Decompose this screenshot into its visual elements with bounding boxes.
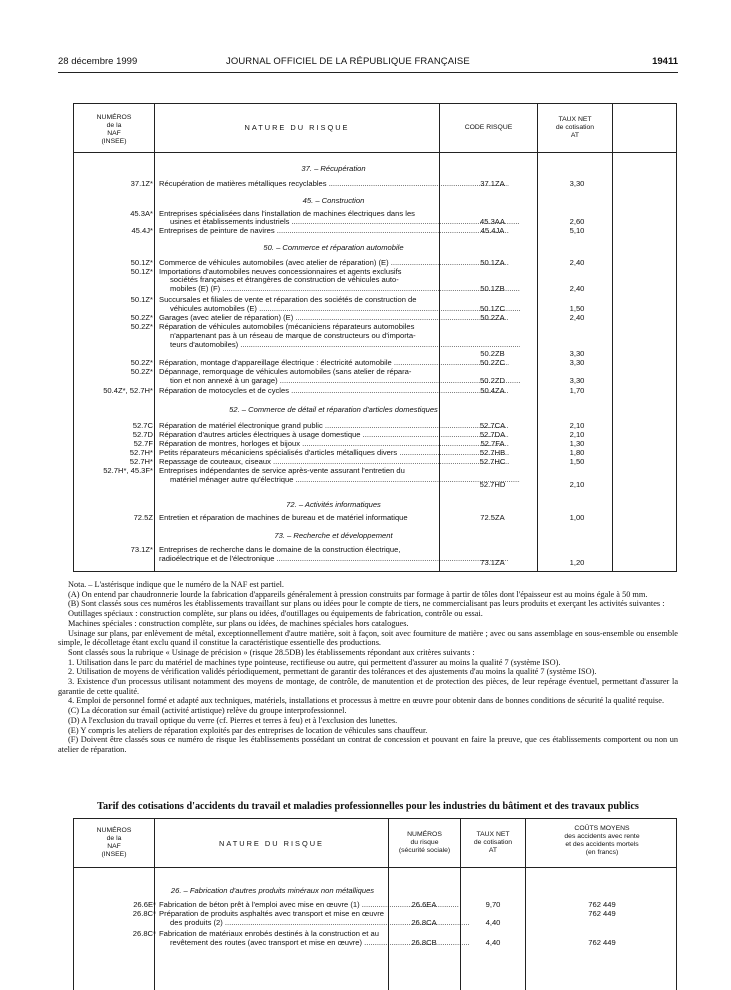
col-divider: [154, 104, 155, 571]
note-paragraph: Nota. – L'astérisque indique que le numéro de la NAF est partiel.: [68, 580, 285, 589]
col-header-num-risque: NUMÉROS du risque (sécurité sociale): [398, 831, 451, 854]
section-heading: 26. – Fabrication d'autres produits minéraux non métalliques: [170, 886, 375, 895]
risk-rate-table: NUMÉROS de la NAF (INSEE) NATURE DU RISQUE CODE RISQUE TAUX NET de cotisation AT 37. – Récupération 37.1Z* Récupération de matières métalliques recyclables ..... 37.1ZA 3,30 45. – Construction 45.3A* Entreprises spécialisées dans l'installation de machines électriques dans les usines et établissements industriels ..... 45.3AA 2,60 45.4J* Entreprises de peinture de navires ..... 45.4JA 5,10 50. – Commerce et réparation automobile 50.1Z* Commerce de véhicules automobiles (avec atelier de réparation) (E) ..... 50.1ZA 2,40 50.1Z* Importations d'automobiles neuves concessionnaires et agents exclusifs sociétés françaises et étrangères de construction de véhicules auto- mobiles (E) (F) ..... 50.1ZB 2,40 50.1Z* Succursales et filiales de vente et réparation des sociétés de construction de véhicules automobiles (E) ..... 50.1ZC 1,50 50.2Z* Garages (avec atelier de réparation) (E) ..... 50.2ZA 2,40 50.2Z* Réparation de véhicules automobiles (mécaniciens réparateurs automobiles n'appartenant pas à un réseau de marque de constructeurs ou d'importa- teurs d'automobiles) ..... 50.2ZB 3,30 50.2Z* Réparation, montage d'appareillage électrique : électricité automobile ..... 50.2ZC 3,30 50.2Z* Dépannage, remorquage de véhicules automobiles (sans atelier de répara- tion et non annexé à un garage) ..... 50.2ZD 3,30 50.4Z*, 52.7H* Réparation de motocycles et de cycles ..... 50.4ZA 1,70 52. – Commerce de détail et réparation d'articles domestiques 52.7C Réparation de matériel électronique grand public ..... 52.7CA 2,10 52.7D Réparation d'autres articles électriques à usage domestique ..... 52.7DA 2,10 52.7F Réparation de montres, horloges et bijoux ..... 52.7FA 1,30 52.7H* Petits réparateurs mécaniciens spécialisés d'articles métalliques divers ..... 52.7HB 1,80 52.7H* Repassage de couteaux, ciseaux ..... 52.7HC 1,50 52.7H*, 45.3F* Entreprises indépendantes de service après-vente assurant l'entretien du matériel ménager autre qu'électrique ..... 52.7HD 2,10 72. – Activités informatiques 72.5Z Entretien et réparation de machines de bureau et de matériel informatique 72.5ZA 1,00 73. – Recherche et développement 73.1Z* Entreprises de recherche dans le domaine de la construction électrique, radioélectrique et de l'électronique ..... 73.1ZA 1,20: [73, 103, 677, 572]
btp-rate-table: NUMÉROS de la NAF (INSEE) NATURE DU RISQUE NUMÉROS du risque (sécurité sociale) TAUX NET de cotisation AT COÛTS MOYENS des accidents avec rente et des accidents mortels (en francs) 26. – Fabrication d'autres produits minéraux non métalliques 26.6E* Fabrication de béton prêt à l'emploi avec mise en œuvre (1) ..... 26.6EA 9,70 762 449 26.8C* Préparation de produits asphaltés avec transport et mise en œuvre 762 449 des produits (2) ..... 26.8CA 4,40 26.8C* Fabrication de matériaux enrobés destinés à la construction et au revêtement des routes (avec transport et mise en œuvre) ..... 26.8CB 4,40 762 449: [73, 818, 677, 990]
col-header-taux: TAUX NET de cotisation AT: [555, 116, 595, 139]
note-paragraph: (D) A l'exclusion du travail optique du verre (cf. Pierres et terres à feu) et à l'exclusion des lunettes.: [68, 715, 398, 725]
section-title: Tarif des cotisations d'accidents du travail et maladies professionnelles pour les industries du bâtiment et des travaux publics: [97, 801, 639, 812]
section-heading: 52. – Commerce de détail et réparation d'articles domestiques: [229, 405, 438, 414]
col-header-code: CODE RISQUE: [464, 124, 513, 131]
note-paragraph: Sont classés sous la rubrique « Usinage de précision » (risque 28.5DB) les établissements répondant aux critères suivants :: [68, 647, 475, 657]
note-paragraph: Usinage sur plans, par enlèvement de métal, exceptionnellement d'autre matière, soit à façon, soit avec fourniture de matière ; avec ou sans assemblage en sous-ensemble ou ensemble simple, le décolletage étant exclu quand il constitue la caractéristique essentielle des productions.: [58, 628, 678, 648]
note-paragraph: (E) Y compris les ateliers de réparation exploités par des entreprises de location de véhicules sans chauffeur.: [68, 725, 428, 735]
section-heading: 50. – Commerce et réparation automobile: [263, 243, 404, 252]
note-paragraph: Machines spéciales : construction complète, sur plans ou idées, de machines spéciales hors catalogues.: [68, 618, 409, 628]
note-paragraph: (F) Doivent être classés sous ce numéro de risque les établissements possédant un contrat de concession et pouvant en faire la preuve, que ces établissements comportent ou non un atelier de réparation.: [58, 735, 678, 754]
header-journal-title: JOURNAL OFFICIEL DE LA RÉPUBLIQUE FRANÇAISE: [226, 56, 470, 67]
section-heading: 37. – Récupération: [301, 164, 366, 173]
section-heading: 45. – Construction: [302, 196, 365, 205]
note-paragraph: 4. Emploi de personnel formé et adapté aux techniques, matériels, installations et processus à mettre en œuvre pour obtenir dans de bonnes conditions de sécurité la qualité requise.: [68, 696, 665, 706]
col-header-nature: NATURE DU RISQUE: [219, 839, 324, 848]
col-header-nature: NATURE DU RISQUE: [244, 123, 350, 132]
note-paragraph: (B) Sont classés sous ces numéros les établissements travaillant sur plans ou idées pour le compte de tiers, ne commercialisant pas leurs produits et exerçant les activités suivantes :: [68, 599, 665, 609]
header-divider: [74, 152, 676, 153]
note-paragraph: 2. Utilisation de moyens de vérification validés périodiquement, permettant de garantir des tolérances et des ajustements d'au moins la qualité 7 (système ISO).: [68, 667, 597, 677]
note-paragraph: 3. Existence d'un processus utilisant notamment des moyens de montage, de contrôle, de manutention et de protection des pièces, de leur repérage éventuel, permettant d'assurer la garantie de cette qualité.: [58, 677, 678, 696]
col-header-taux: TAUX NET de cotisation AT: [473, 831, 513, 854]
section-heading: 72. – Activités informatiques: [286, 500, 381, 509]
col-header-naf: NUMÉROS de la NAF (INSEE): [96, 827, 132, 858]
note-paragraph: (A) On entend par chaudronnerie lourde la fabrication d'appareils généralement à pression construits par formage à partir de tôles dont l'épaisseur est au moins égale à 50 mm.: [68, 589, 648, 599]
col-divider: [612, 104, 613, 571]
header-divider: [74, 867, 676, 868]
col-divider: [537, 104, 538, 571]
note-paragraph: Outillages spéciaux : construction complète, sur plans ou idées, d'outillages ou équipements de fabrication, contrôle ou essai.: [68, 609, 483, 619]
note-paragraph: (C) La décoration sur émail (activité artistique) relève du groupe interprofessionnel.: [68, 706, 347, 716]
header-page-number: 19411: [652, 56, 678, 67]
header-date: 28 décembre 1999: [58, 56, 138, 67]
note-paragraph: 1. Utilisation dans le parc du matériel de machines type pointeuse, rectifieuse ou autre, qui permettent d'assurer au moins la qualité 7 (système ISO).: [68, 657, 561, 667]
header-rule: [58, 72, 678, 73]
running-header: [58, 56, 678, 70]
notes-block: [58, 580, 678, 755]
col-header-couts: COÛTS MOYENS des accidents avec rente et des accidents mortels (en francs): [564, 825, 640, 856]
section-heading: 73. – Recherche et développement: [274, 531, 393, 540]
col-header-naf: NUMÉROS de la NAF (INSEE): [96, 114, 132, 145]
